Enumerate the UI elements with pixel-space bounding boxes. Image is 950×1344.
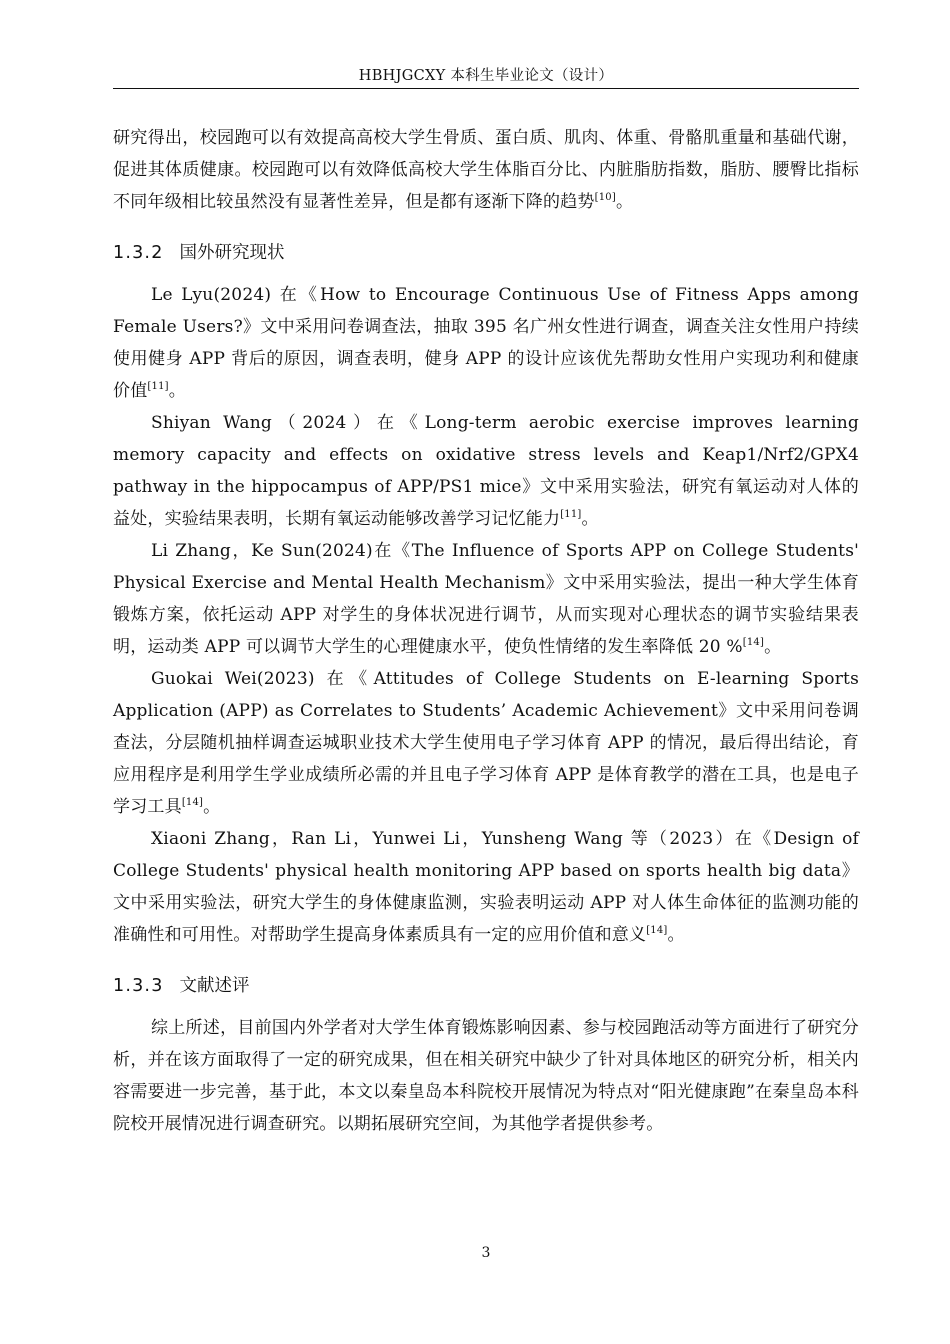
paragraph-text: Li Zhang，Ke Sun(2024)在《The Influence of Sports APP on College Students' Physical Exercise and Mental Health Mechanism》文中采用实验法，提出一种大学生体育锻炼方案，依托运动 APP 对学生的身体状况进行调节，从而实现对心理状态的调节实验结果表明，运动类 APP 可以调节大学生的心理健康水平，使负性情绪的发生率降低 20 % <box>113 541 859 657</box>
punctuation: 。 <box>168 381 186 401</box>
punctuation: 。 <box>615 192 634 212</box>
paragraph-text: 研究得出，校园跑可以有效提高高校大学生骨质、蛋白质、肌肉、体重、骨骼肌重量和基础代谢，促进其体质健康。校园跑可以有效降低高校大学生体脂百分比、内脏脂肪指数，脂肪、腰臀比指标不同年级相比较虽然没有显著性差异，但是都有逐渐下降的趋势 <box>113 128 859 212</box>
document-body <box>113 122 859 1140</box>
paragraph-summary <box>113 1012 859 1140</box>
page-header: HBHJGCXY 本科生毕业论文（设计） <box>358 68 614 84</box>
punctuation: 。 <box>667 925 685 945</box>
paragraph-text: Le Lyu(2024) 在《How to Encourage Continuous Use of Fitness Apps among Female Users?》文中采用问卷调查法，抽取 395 名广州女性进行调查，调查关注女性用户持续使用健身 APP 背后的原因，调查表明，健身 APP 的设计应该优先帮助女性用户实现功利和健康价值 <box>113 285 859 401</box>
citation: [14] <box>181 797 204 808</box>
section-title: 国外研究现状 <box>179 243 285 263</box>
punctuation: 。 <box>581 509 599 529</box>
paragraph-text: Guokai Wei(2023) 在《Attitudes of College Students on E-learning Sports Application (APP) as Correlates to Students’ Academic Achievement》文中采用问卷调查法，分层随机抽样调查运城职业技术大学生使用电子学习体育 APP 的情况，最后得出结论，育应用程序是利用学生学业成绩所必需的并且电子学习体育 APP 是体育教学的潜在工具，也是电子学习工具 <box>113 669 859 817</box>
header-divider <box>113 88 859 89</box>
paragraph-le-lyu <box>113 279 859 407</box>
citation: [11] <box>560 509 582 520</box>
paragraph-li-zhang <box>113 535 859 663</box>
page-number: 3 <box>481 1245 491 1261</box>
paragraph-domestic-conclusion <box>113 122 859 218</box>
paragraph-text: Shiyan Wang（2024）在《Long-term aerobic exercise improves learning memory capacity and effects on oxidative stress levels and Keap1/Nrf2/GPX4 pathway in the hippocampus of APP/PS1 mice》文中采用实验法，研究有氧运动对人体的益处，实验结果表明，长期有氧运动能够改善学习记忆能力 <box>113 413 859 529</box>
paragraph-text: 综上所述，目前国内外学者对大学生体育锻炼影响因素、参与校园跑活动等方面进行了研究分析，并在该方面取得了一定的研究成果，但在相关研究中缺少了针对具体地区的研究分析，相关内容需要进一步完善，基于此，本文以秦皇岛本科院校开展情况为特点对“阳光健康跑”在秦皇岛本科院校开展情况进行调查研究。以期拓展研究空间，为其他学者提供参考。 <box>113 1018 859 1134</box>
punctuation: 。 <box>203 797 221 817</box>
section-number: 1.3.2 <box>113 243 164 263</box>
citation: [14] <box>646 925 668 936</box>
paragraph-xiaoni-zhang <box>113 823 859 951</box>
section-heading-literature-review <box>113 970 859 1002</box>
paragraph-guokai-wei <box>113 663 859 823</box>
citation: [11] <box>147 381 169 392</box>
section-number: 1.3.3 <box>113 976 164 996</box>
section-heading-foreign-research <box>113 237 859 269</box>
citation: [10] <box>594 192 616 203</box>
citation: [14] <box>742 637 765 648</box>
punctuation: 。 <box>764 637 782 657</box>
paragraph-shiyan-wang <box>113 407 859 535</box>
section-title: 文献述评 <box>179 976 250 996</box>
paragraph-text: Xiaoni Zhang，Ran Li，Yunwei Li，Yunsheng Wang 等（2023）在《Design of College Students' physical health monitoring APP based on sports health big data》文中采用实验法，研究大学生的身体健康监测，实验表明运动 APP 对人体生命体征的监测功能的准确性和可用性。对帮助学生提高身体素质具有一定的应用价值和意义 <box>113 829 859 945</box>
